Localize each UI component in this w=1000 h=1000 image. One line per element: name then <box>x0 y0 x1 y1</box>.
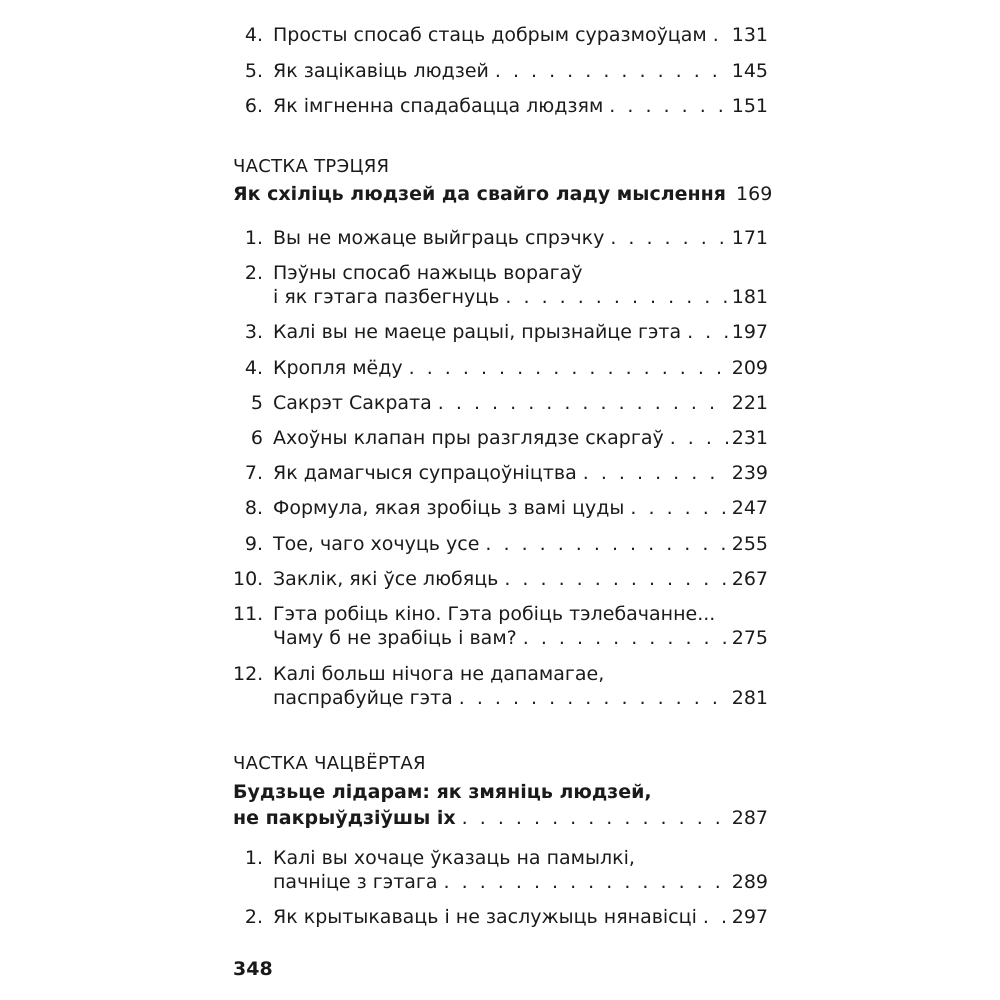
entry-title-line1: Гэта робіць кіно. Гэта робіць тэлебачанне... <box>273 603 716 625</box>
entry-title: Як дамагчыся супрацоўніцтва <box>273 462 577 484</box>
entry-number: 2. <box>244 262 263 284</box>
entry-title-line1: Калі больш нічога не дапамагае, <box>273 663 605 685</box>
entry-title: Вы не можаце выйграць спрэчку <box>273 227 605 249</box>
part-page: 169 <box>736 183 773 205</box>
entry-page: 289 <box>731 871 768 893</box>
entry-page: 131 <box>731 24 768 46</box>
dot-leader <box>462 807 728 829</box>
entry-page: 255 <box>731 533 768 555</box>
toc-entry <box>233 907 768 927</box>
dot-leader <box>670 428 728 448</box>
dot-leader <box>409 358 728 378</box>
toc-entry <box>233 358 768 378</box>
dot-leader <box>523 628 728 648</box>
dot-leader <box>505 287 727 307</box>
part-title-text: не пакрыўдзіўшы іх <box>233 807 456 829</box>
entry-page: 297 <box>731 906 768 928</box>
toc-entry <box>233 393 768 413</box>
entry-title: Тое, чаго хочуць усе <box>273 533 480 555</box>
part-label: ЧАСТКА ТРЭЦЯЯ <box>233 156 390 177</box>
entry-number: 6. <box>244 95 263 117</box>
entry-number: 4. <box>244 357 263 379</box>
part-label: ЧАСТКА ЧАЦВЁРТАЯ <box>233 753 426 774</box>
entry-number: 3. <box>244 321 263 343</box>
entry-number: 7. <box>244 462 263 484</box>
toc-entry <box>233 498 768 518</box>
dot-leader <box>485 534 727 554</box>
entry-title-line1: Пэўны спосаб нажыць ворагаў <box>273 262 583 284</box>
dot-leader <box>687 322 728 342</box>
toc-entry <box>233 61 768 81</box>
entry-number: 1. <box>244 847 263 869</box>
entry-number: 8. <box>244 497 263 519</box>
toc-entry <box>233 322 768 342</box>
entry-number: 12. <box>233 663 264 685</box>
dot-leader <box>504 569 727 589</box>
entry-number: 2. <box>244 906 263 928</box>
entry-title: Сакрэт Сакрата <box>273 392 432 414</box>
toc-entry <box>233 96 768 116</box>
entry-title: і як гэтага пазбегнуць <box>273 286 500 308</box>
entry-number: 5 <box>250 392 263 414</box>
entry-page: 267 <box>731 568 768 590</box>
part-page: 287 <box>731 807 768 829</box>
dot-leader <box>610 228 727 248</box>
toc-entry <box>233 569 768 589</box>
entry-page: 231 <box>731 427 768 449</box>
entry-page: 181 <box>731 286 768 308</box>
entry-title: Ахоўны клапан пры разглядзе скаргаў <box>273 427 664 449</box>
dot-leader <box>438 393 728 413</box>
entry-title: Кропля мёду <box>273 357 403 379</box>
entry-page: 247 <box>731 497 768 519</box>
page-number: 348 <box>233 958 273 980</box>
entry-title: Як крытыкаваць і не заслужыць нянавісці <box>273 906 697 928</box>
toc-entry <box>233 428 768 448</box>
entry-title: Як зацікавіць людзей <box>273 60 489 82</box>
dot-leader <box>459 688 728 708</box>
entry-title: Формула, якая зробіць з вамі цуды <box>273 497 625 519</box>
dot-leader <box>630 498 727 518</box>
entry-number: 5. <box>244 60 263 82</box>
dot-leader <box>495 61 728 81</box>
entry-title: Калі вы не маеце рацыі, прызнайце гэта <box>273 321 682 343</box>
toc-entry <box>233 603 768 649</box>
entry-title: Заклік, які ўсе любяць <box>273 568 499 590</box>
dot-leader <box>703 907 728 927</box>
entry-page: 171 <box>731 227 768 249</box>
entry-title: Чаму б не зрабіць і вам? <box>273 627 517 649</box>
toc-entry <box>233 228 768 248</box>
entry-page: 151 <box>731 95 768 117</box>
entry-page: 197 <box>731 321 768 343</box>
toc-entry <box>233 534 768 554</box>
entry-number: 4. <box>244 24 263 46</box>
toc-entry <box>233 262 768 308</box>
dot-leader <box>444 872 728 892</box>
toc-entry <box>233 463 768 483</box>
entry-title-line1: Калі вы хочаце ўказаць на памылкі, <box>273 847 635 869</box>
entry-number: 1. <box>244 227 263 249</box>
entry-page: 239 <box>731 462 768 484</box>
entry-page: 209 <box>731 357 768 379</box>
toc-entry <box>233 847 768 893</box>
entry-title: пачніце з гэтага <box>273 871 438 893</box>
dot-leader <box>583 463 728 483</box>
entry-page: 281 <box>731 687 768 709</box>
entry-page: 275 <box>731 627 768 649</box>
part-title-text: Як схіліць людзей да свайго ладу мыслення <box>233 183 727 205</box>
entry-page: 145 <box>731 60 768 82</box>
part-title-line1: Будзьце лідарам: як змяніць людзей, <box>233 781 652 803</box>
toc-entry <box>233 663 768 709</box>
part-title <box>233 183 773 205</box>
part-title <box>233 781 768 829</box>
entry-title: паспрабуйце гэта <box>273 687 453 709</box>
entry-title: Просты спосаб стаць добрым суразмоўцам <box>273 24 707 46</box>
dot-leader <box>713 25 728 45</box>
entry-number: 6 <box>250 427 263 449</box>
entry-page: 221 <box>731 392 768 414</box>
entry-title: Як імгненна спадабацца людзям <box>273 95 604 117</box>
toc-entry <box>233 25 768 45</box>
entry-number: 9. <box>244 533 263 555</box>
entry-number: 11. <box>233 603 264 625</box>
dot-leader <box>609 96 727 116</box>
entry-number: 10. <box>233 568 264 590</box>
